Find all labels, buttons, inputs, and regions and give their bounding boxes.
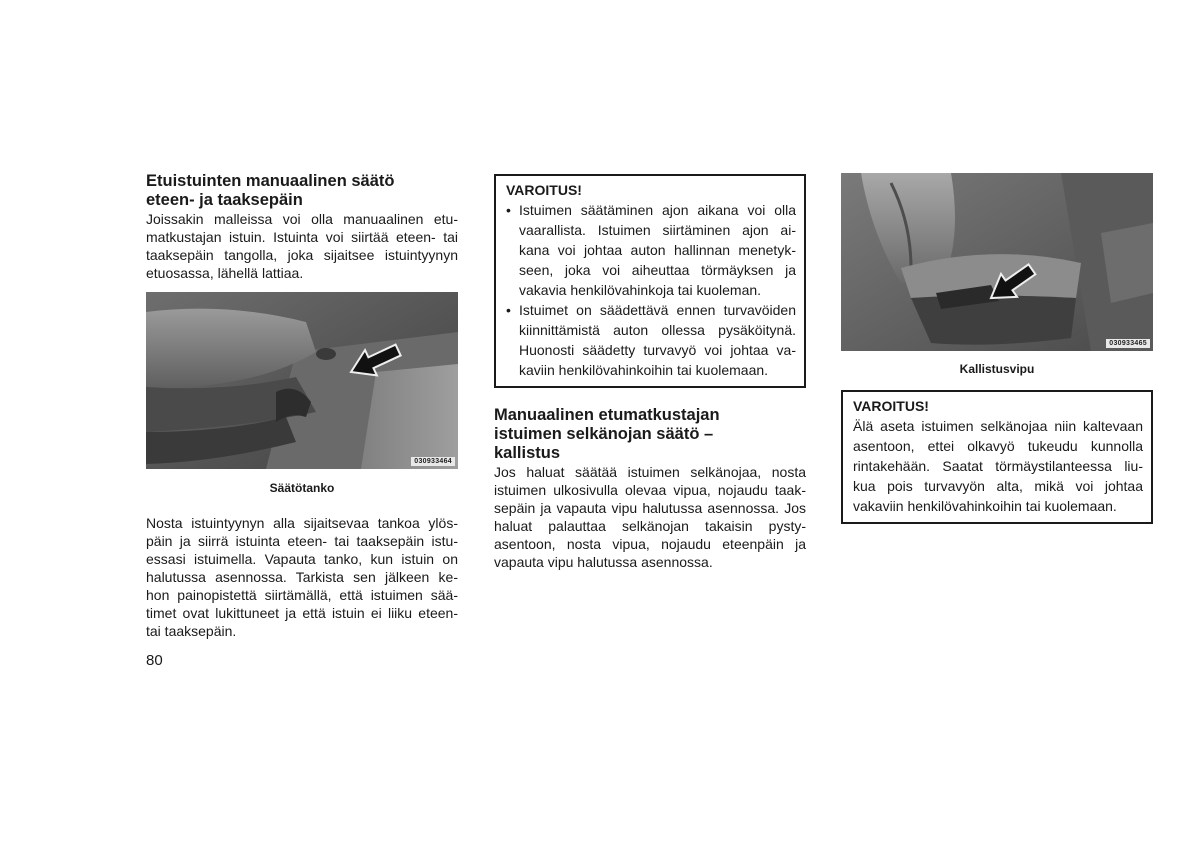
figure-caption: Kallistusvipu: [959, 362, 1035, 376]
right-column: [841, 173, 1153, 524]
warning-box-adjustment: [494, 174, 806, 388]
text-line: seen, joka voi aiheuttaa törmäyksen ja: [519, 262, 796, 278]
heading-line: eteen- ja taaksepäin: [146, 191, 303, 209]
bullet-icon: •: [506, 202, 511, 218]
text-line: halutussa asennossa. Tarkista sen jälkeen ke-: [146, 569, 458, 585]
text-line: vaarallista. Istuimen siirtäminen ajon ai-: [519, 222, 796, 238]
figure-caption: Säätötanko: [269, 481, 335, 495]
text-line: essasi istuimella. Vapauta tanko, kun istuin on: [146, 551, 458, 567]
text-line: hon painopistettä siirtämällä, että istuimen sää-: [146, 587, 458, 603]
text-line: Älä aseta istuimen selkänojaa niin kaltevaan: [853, 418, 1143, 434]
recliner-lever-photo: [841, 173, 1153, 351]
text-line: taaksepäin tangolla, joka sijaitsee istuintyynyn: [146, 247, 458, 263]
section-heading-recliner: [494, 406, 806, 463]
image-code: 030933464: [411, 457, 455, 466]
text-line: Nosta istuintyynyn alla sijaitsevaa tankoa ylös-: [146, 515, 458, 531]
section-heading-fore-aft: [146, 172, 458, 210]
text-line: vakavia henkilövahinkoja tai kuoleman.: [519, 282, 762, 298]
intro-paragraph: [146, 210, 458, 282]
page-number: 80: [146, 652, 163, 669]
text-line: istuimen ulkosivulla olevaa vipua, nojaudu taak-: [494, 482, 806, 498]
text-line: kua pois turvavyön alta, mikä voi johtaa: [853, 478, 1143, 494]
warning-text: [853, 416, 1143, 516]
recliner-paragraph: [494, 463, 806, 571]
text-line: vapauta vipu halutussa asennossa.: [494, 554, 713, 570]
adjustment-paragraph: [146, 514, 458, 640]
text-line: asentoon, nosta vipua, nojaudu eteenpäin ja: [494, 536, 806, 552]
bullet-icon: •: [506, 302, 511, 318]
text-line: kana voi johtaa auton hallinnan menetyk-: [519, 242, 796, 258]
heading-line: istuimen selkänojan säätö –: [494, 425, 714, 443]
adjustment-bar-photo: [146, 292, 458, 469]
text-line: päin ja siirrä istuinta eteen- tai taaksepäin istu-: [146, 533, 458, 549]
warning-title: VAROITUS!: [853, 398, 929, 414]
text-line: Joissakin malleissa voi olla manuaalinen etu-: [146, 211, 458, 227]
heading-line: Etuistuinten manuaalinen säätö: [146, 172, 395, 190]
text-line: matkustajan istuin. Istuinta voi siirtää eteen- tai: [146, 229, 458, 245]
text-line: Istuimet on säädettävä ennen turvavöiden: [519, 302, 796, 318]
text-line: Jos haluat säätää istuimen selkänojaa, nosta: [494, 464, 806, 480]
text-line: kiinnittämistä auton ollessa pysäköitynä.: [519, 322, 796, 338]
text-line: rintakehään. Saatat törmäystilanteessa liu-: [853, 458, 1143, 474]
left-column: [146, 172, 458, 640]
warning-box-recline: [841, 390, 1153, 524]
text-line: Huonosti säädetty turvavyö voi johtaa va-: [519, 342, 796, 358]
middle-column: [494, 174, 806, 571]
text-line: kaviin henkilövahinkoihin tai kuolemaan.: [519, 362, 769, 378]
text-line: etuosassa, lähellä lattiaa.: [146, 265, 304, 281]
text-line: asentoon, ettei olkavyö tukeudu kunnolla: [853, 438, 1143, 454]
heading-line: Manuaalinen etumatkustajan: [494, 406, 720, 424]
text-line: sepäin ja vapauta vipu halutussa asennossa.: [494, 500, 780, 516]
text-line: Jos haluat palauttaa selkänojan takaisin pysty-: [494, 500, 807, 534]
heading-line: kallistus: [494, 444, 561, 462]
warning-title: VAROITUS!: [506, 182, 582, 198]
text-line: timet ovat lukittuneet ja että istuin ei liiku eteen-: [146, 605, 458, 621]
text-line: tai taaksepäin.: [146, 623, 237, 639]
warning-item: [506, 300, 796, 380]
text-line: Istuimen säätäminen ajon aikana voi olla: [519, 202, 796, 218]
warning-item: [506, 200, 796, 300]
image-code: 030933465: [1106, 339, 1150, 348]
warning-list: [506, 200, 796, 380]
text-line: vakaviin henkilövahinkoihin tai kuolemaan.: [853, 498, 1117, 514]
